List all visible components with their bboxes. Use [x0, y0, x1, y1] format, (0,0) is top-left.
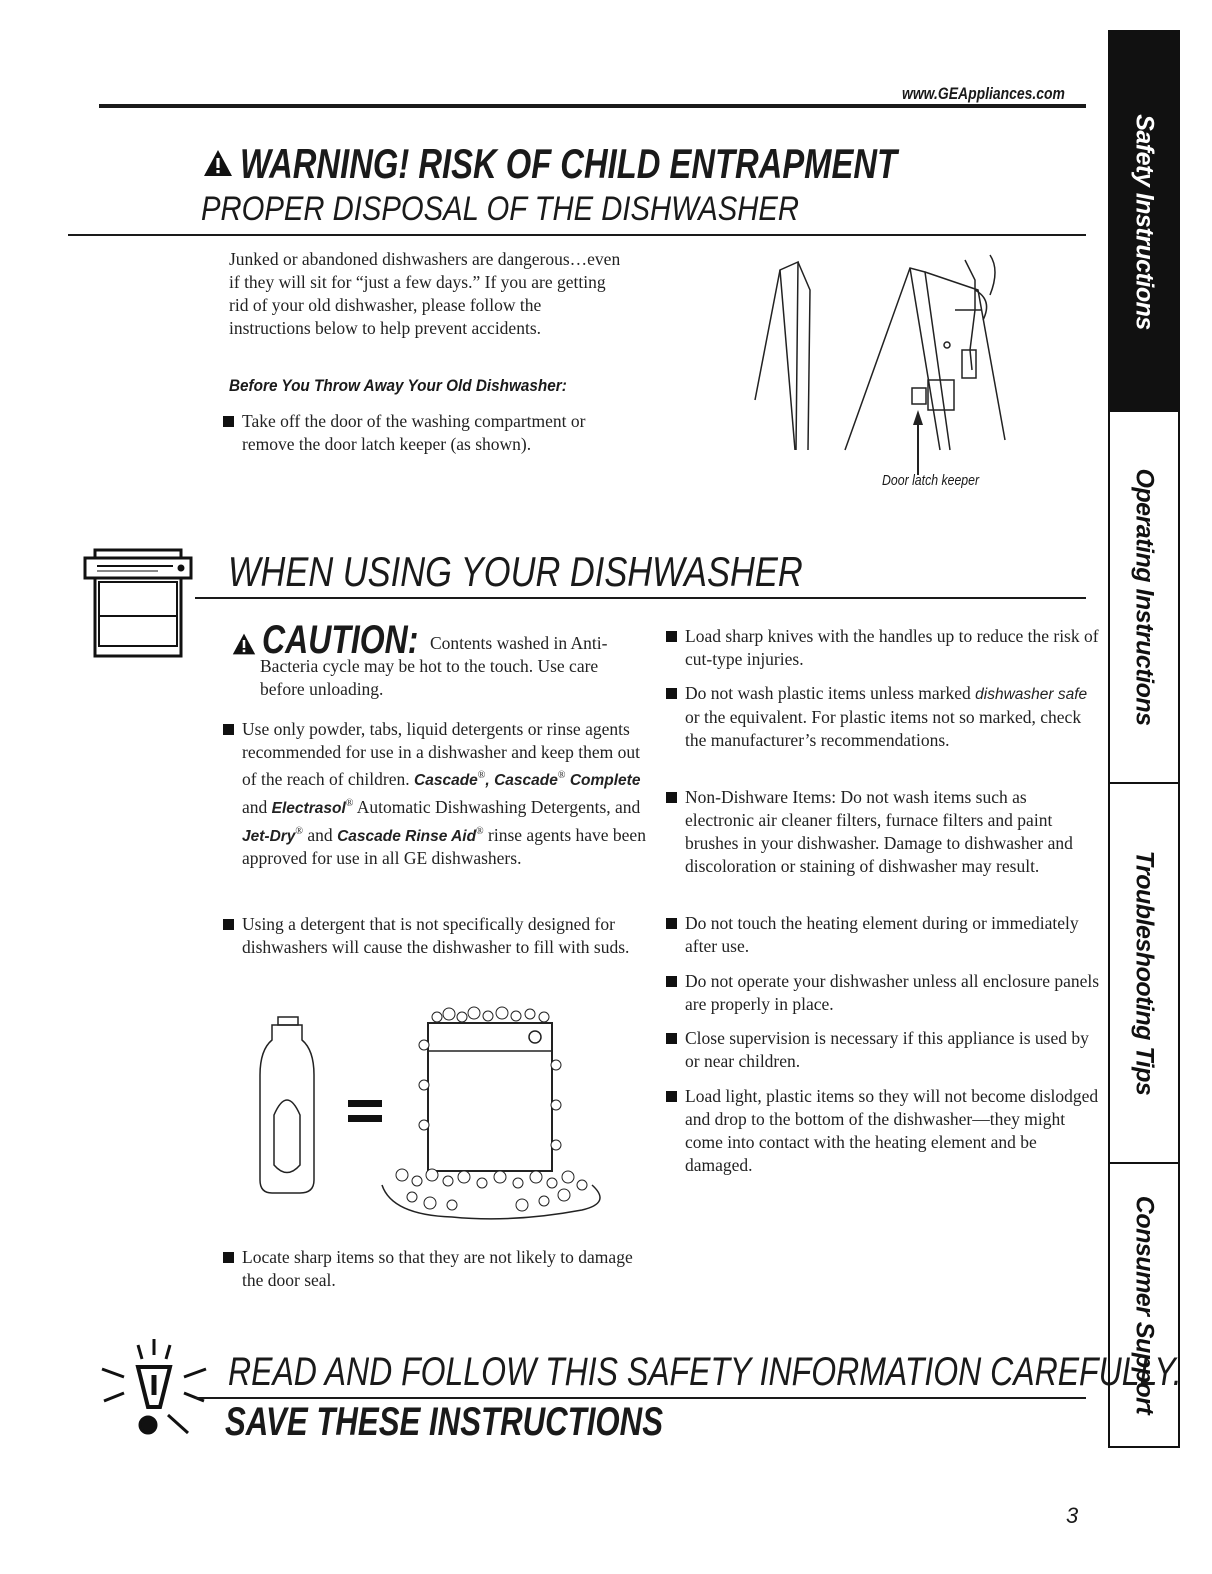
tab-safety-label: Safety Instructions	[1130, 114, 1159, 330]
tab-troubleshooting-label: Troubleshooting Tips	[1130, 850, 1159, 1096]
tab-consumer-label: Consumer Support	[1130, 1195, 1159, 1415]
sharp-items-bullet: Locate sharp items so that they are not likely to damage the door seal.	[222, 1246, 652, 1292]
using-rule	[195, 597, 1086, 599]
page-number: 3	[1066, 1503, 1079, 1528]
knives-bullet: Load sharp knives with the handles up to reduce the risk of cut-type injuries.	[665, 625, 1100, 671]
light-plastic-bullet: Load light, plastic items so they will not become dislodged and drop to the bottom of the dishwasher—they might come into contact with the heating element and be damaged.	[665, 1085, 1100, 1177]
disposal-bullet: Take off the door of the washing compartment or remove the door latch keeper (as shown).	[222, 410, 622, 456]
non-dishware-bullet: Non-Dishware Items: Do not wash items such as electronic air cleaner filters, furnace filters and paint brushes in your dishwasher. Damage to dishwasher and discoloration or staining of dishwasher may result.	[665, 786, 1100, 878]
disposal-subtitle: PROPER DISPOSAL OF THE DISHWASHER	[201, 190, 799, 228]
footer-rule	[195, 1397, 1086, 1399]
dishwasher-icon	[83, 548, 193, 660]
using-title: WHEN USING YOUR DISHWASHER	[228, 548, 803, 595]
disposal-rule	[68, 234, 1086, 236]
door-latch-illustration	[750, 250, 1020, 482]
suds-illustration	[252, 1005, 637, 1230]
tab-safety-instructions[interactable]	[1110, 32, 1178, 412]
save-instructions-text: SAVE THESE INSTRUCTIONS	[225, 1400, 664, 1444]
disposal-subhead: Before You Throw Away Your Old Dishwasher:	[229, 376, 567, 395]
caution-text: Contents washed in Anti-Bacteria cycle may be hot to the touch. Use care before unloading.	[260, 633, 608, 699]
plastic-bullet: Do not wash plastic items unless marked dishwasher safe or the equivalent. For plastic items not so marked, check the manufacturer’s recommendations.	[665, 682, 1100, 752]
header-rule	[99, 104, 1086, 108]
tab-operating-instructions[interactable]	[1110, 412, 1178, 784]
supervision-bullet: Close supervision is necessary if this appliance is used by or near children.	[665, 1027, 1100, 1073]
warning-lightbulb-icon	[98, 1335, 210, 1445]
website-url[interactable]: www.GEAppliances.com	[902, 84, 1065, 103]
enclosure-panels-bullet: Do not operate your dishwasher unless all enclosure panels are properly in place.	[665, 970, 1100, 1016]
read-follow-text: READ AND FOLLOW THIS SAFETY INFORMATION CAREFULLY.	[228, 1350, 1182, 1394]
caution-label: CAUTION:	[262, 618, 419, 662]
disposal-intro: Junked or abandoned dishwashers are dangerous…even if they will sit for “just a few days.” If you are getting rid of your old dishwasher, please follow the instructions below to help prevent accidents.	[229, 249, 621, 338]
heating-element-bullet: Do not touch the heating element during or immediately after use.	[665, 912, 1100, 958]
tab-troubleshooting-tips[interactable]	[1110, 784, 1178, 1164]
detergent-bullet: Use only powder, tabs, liquid detergents or rinse agents recommended for use in a dishwasher and keep them out of the reach of children. Cascade®, Cascade® Complete and Electrasol® Automatic Dishwashing Detergents, and Jet-Dry® and Cascade Rinse Aid® rinse agents have been approved for use in all GE dishwashers.	[222, 718, 652, 870]
tab-operating-label: Operating Instructions	[1130, 468, 1159, 726]
warning-triangle-icon	[203, 148, 233, 178]
section-tabs	[1108, 30, 1180, 1448]
caution-triangle-icon	[232, 632, 256, 656]
warning-title: WARNING! RISK OF CHILD ENTRAPMENT	[240, 140, 897, 187]
suds-bullet: Using a detergent that is not specifically designed for dishwashers will cause the dishwasher to fill with suds.	[222, 913, 652, 959]
tab-consumer-support[interactable]	[1110, 1164, 1178, 1446]
door-latch-caption: Door latch keeper	[882, 472, 980, 489]
